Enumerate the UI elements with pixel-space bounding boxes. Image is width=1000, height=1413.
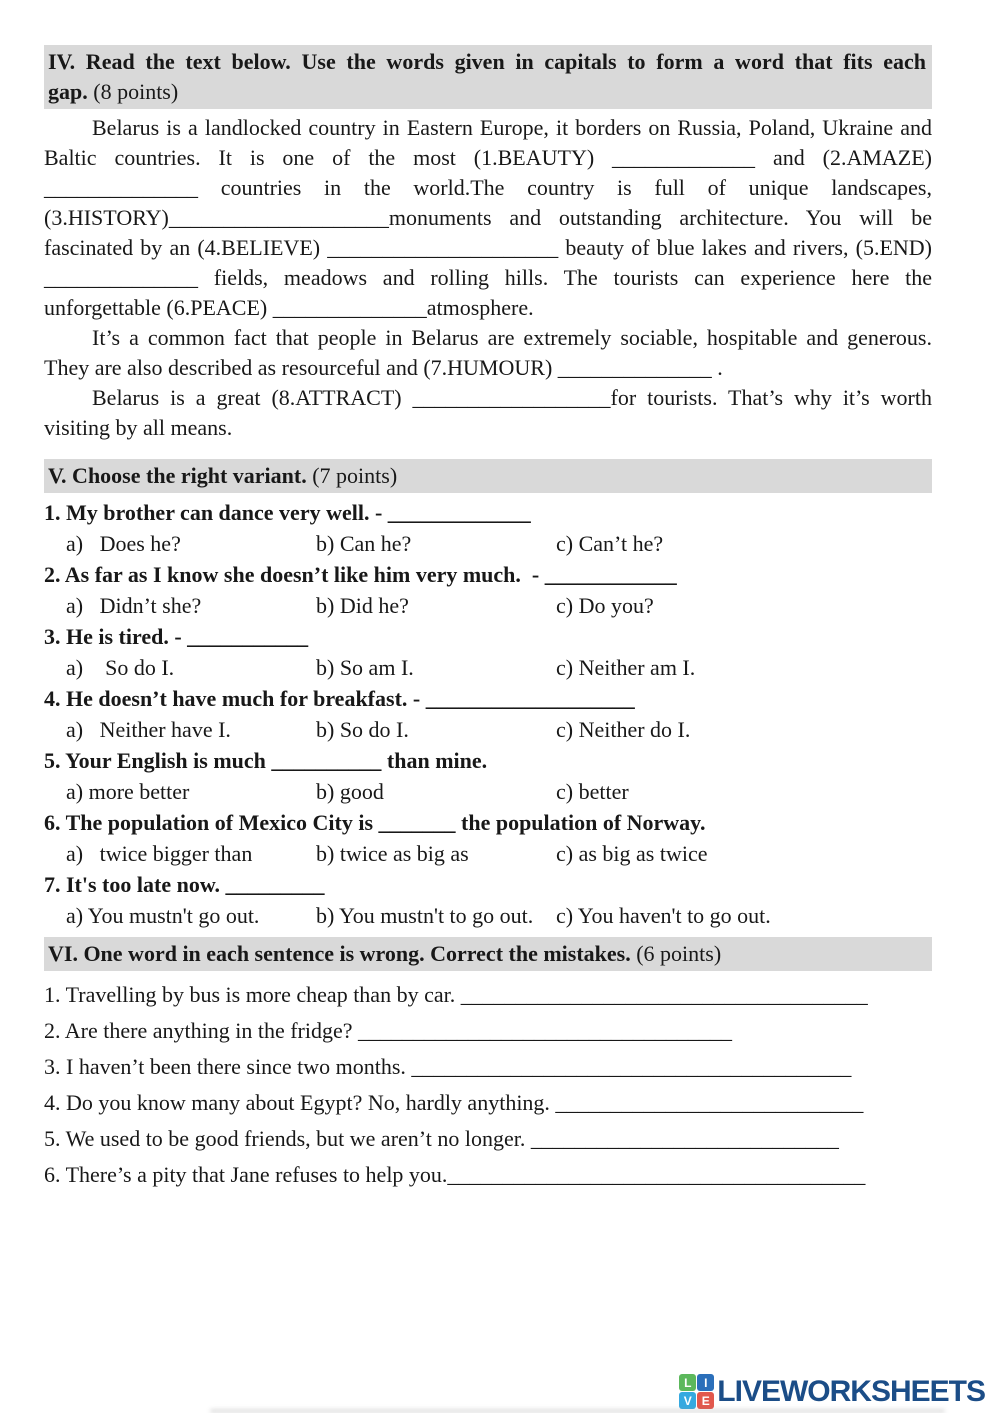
mc-options-row [44,900,932,931]
section-v-points: (7 points) [312,463,398,488]
reading-paragraph-3: Belarus is a great (8.ATTRACT) __________________for tourists. That’s why it’s worth visiting by all means. [44,385,932,440]
mc-options-row [44,590,932,621]
mc-options-row [44,714,932,745]
correction-item-3: 3. I haven’t been there since two months. ________________________________________ [44,1054,852,1079]
correction-item-6: 6. There’s a pity that Jane refuses to help you.______________________________________ [44,1162,866,1187]
section-vi-heading [44,937,932,971]
correction-item-1: 1. Travelling by bus is more cheap than by car. _____________________________________ [44,982,868,1007]
section-v-heading [44,459,932,493]
mc-question-4 [44,683,932,745]
scan-artifact [210,1409,945,1413]
correction-item-5: 5. We used to be good friends, but we aren’t no longer. ____________________________ [44,1126,839,1151]
option-c: c) better [556,779,629,804]
section-iv-title-line2: gap. [48,79,88,104]
option-c: c) Neither do I. [556,717,691,742]
mc-question-5 [44,745,932,807]
mc-question-text: 5. Your English is much __________ than mine. [44,748,488,773]
mc-question-text: 6. The population of Mexico City is _______ the population of Norway. [44,810,706,835]
option-a: a) more better [66,779,190,804]
option-b: b) twice as big as [316,841,469,866]
logo-tile-i: I [697,1374,714,1391]
mc-question-7 [44,869,932,931]
mc-options-row [44,528,932,559]
option-a: a) twice bigger than [66,841,253,866]
liveworksheets-logo[interactable] [679,1374,985,1409]
reading-paragraph-1: Belarus is a landlocked country in Eastern Europe, it borders on Russia, Poland, Ukraine and Baltic countries. It is one of the most (1.BEAUTY) _____________ and (2.AMAZE) ______________ countries in the world.The country is full of unique landscapes, (3.HISTORY)____________________monuments and outstanding architecture. You will be fascinated by an (4.BELIEVE) _____________________ beauty of blue lakes and rivers, (5.END) ______________ fields, meadows and rolling hills. The tourists can experience here the unforgettable (6.PEACE) ______________atmosphere. [44,115,932,320]
mc-question-text: 7. It's too late now. _________ [44,872,325,897]
liveworksheets-wordmark: LIVEWORKSHEETS [717,1374,985,1408]
mc-question-2 [44,559,932,621]
option-c: c) Can’t he? [556,531,664,556]
mc-options-row [44,776,932,807]
option-b: b) So do I. [316,717,409,742]
mc-options-row [44,652,932,683]
section-iv-points: (8 points) [93,79,179,104]
option-b: b) You mustn't to go out. [316,903,534,928]
option-a: a) You mustn't go out. [66,903,260,928]
reading-text [44,113,932,443]
logo-tile-e: E [697,1392,714,1409]
mc-question-text: 3. He is tired. - ___________ [44,624,309,649]
section-v-title: V. Choose the right variant. [48,463,307,488]
option-b: b) So am I. [316,655,414,680]
logo-tile-l: L [679,1374,696,1391]
mc-question-text: 4. He doesn’t have much for breakfast. - ___________________ [44,686,635,711]
option-b: b) Can he? [316,531,412,556]
option-a: a) Didn’t she? [66,593,202,618]
option-c: c) Do you? [556,593,654,618]
mc-question-1 [44,497,932,559]
correction-item-4: 4. Do you know many about Egypt? No, hardly anything. ____________________________ [44,1090,864,1115]
worksheet-content [44,45,932,1193]
reading-paragraph-2: It’s a common fact that people in Belarus are extremely sociable, hospitable and generous. They are also described as resourceful and (7.HUMOUR) ______________ . [44,325,932,380]
section-vi-points: (6 points) [636,941,722,966]
mc-question-text: 2. As far as I know she doesn’t like him very much. - ____________ [44,562,677,587]
mc-question-6 [44,807,932,869]
option-a: a) Does he? [66,531,181,556]
multiple-choice-list [44,497,932,931]
section-vi-title: VI. One word in each sentence is wrong. Correct the mistakes. [48,941,631,966]
logo-tile-v: V [679,1392,696,1409]
option-c: c) You haven't to go out. [556,903,771,928]
option-b: b) Did he? [316,593,409,618]
option-a: a) Neither have I. [66,717,231,742]
mc-question-text: 1. My brother can dance very well. - _____________ [44,500,531,525]
option-c: c) Neither am I. [556,655,696,680]
option-b: b) good [316,779,384,804]
liveworksheets-icon [679,1374,714,1409]
section-iv-title-line1: IV. Read the text below. Use the words given in capitals to form a word that fits each [48,49,926,74]
section-iv-heading [44,45,932,109]
correction-item-2: 2. Are there anything in the fridge? __________________________________ [44,1018,733,1043]
option-a: a) So do I. [66,655,175,680]
mc-options-row [44,838,932,869]
correction-list [44,977,932,1193]
mc-question-3 [44,621,932,683]
option-c: c) as big as twice [556,841,708,866]
